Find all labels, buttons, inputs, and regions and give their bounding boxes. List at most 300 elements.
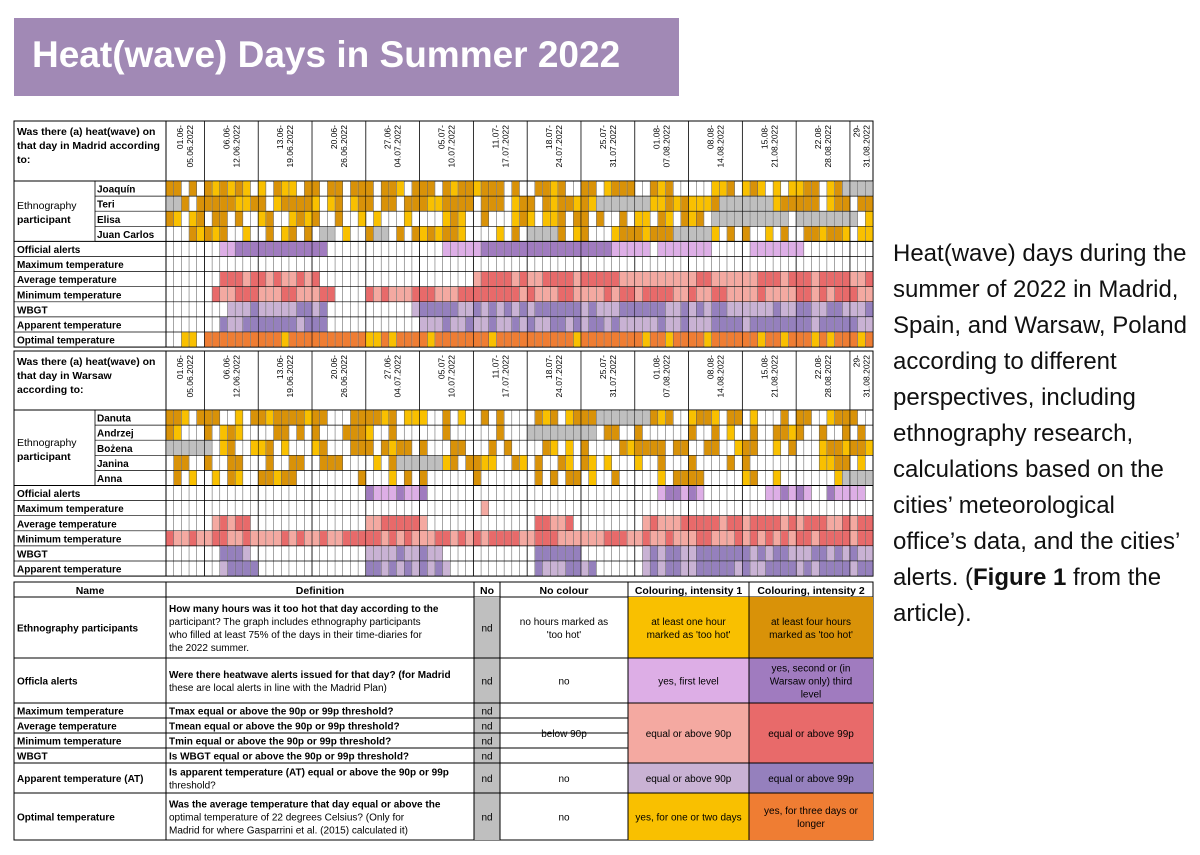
day-cell xyxy=(635,302,642,317)
day-cell xyxy=(604,317,611,332)
day-cell xyxy=(527,425,534,440)
week-header-label: 27.06- xyxy=(382,355,393,380)
legend-row-name: WBGT xyxy=(17,751,48,763)
day-cell xyxy=(266,287,273,302)
day-cell xyxy=(443,410,450,425)
day-cell xyxy=(781,272,788,287)
day-cell xyxy=(843,441,850,456)
day-cell xyxy=(650,181,657,196)
day-cell xyxy=(750,531,757,546)
day-cell xyxy=(766,531,773,546)
day-cell xyxy=(612,196,619,211)
day-cell xyxy=(212,332,219,347)
day-cell xyxy=(474,471,481,486)
day-cell xyxy=(235,471,242,486)
day-cell xyxy=(735,196,742,211)
day-cell xyxy=(858,516,865,531)
caption-figure-ref: Figure 1 xyxy=(973,564,1067,591)
day-cell xyxy=(274,272,281,287)
day-cell xyxy=(635,227,642,242)
day-cell xyxy=(520,287,527,302)
day-cell xyxy=(835,317,842,332)
day-cell xyxy=(735,212,742,227)
day-cell xyxy=(750,546,757,561)
day-cell xyxy=(612,227,619,242)
day-cell xyxy=(312,425,319,440)
day-cell xyxy=(766,242,773,257)
legend-no-value: nd xyxy=(481,751,493,763)
day-cell xyxy=(789,561,796,576)
legend-header: Colouring, intensity 2 xyxy=(757,585,865,597)
day-cell xyxy=(297,242,304,257)
day-cell xyxy=(681,516,688,531)
day-cell xyxy=(566,242,573,257)
day-cell xyxy=(689,287,696,302)
day-cell xyxy=(689,456,696,471)
day-cell xyxy=(643,531,650,546)
day-cell xyxy=(796,181,803,196)
day-cell xyxy=(820,561,827,576)
day-cell xyxy=(704,332,711,347)
day-cell xyxy=(235,332,242,347)
week-header-label: 17.07.2022 xyxy=(500,355,511,398)
day-cell xyxy=(435,546,442,561)
day-cell xyxy=(643,317,650,332)
day-cell xyxy=(720,196,727,211)
day-cell xyxy=(205,425,212,440)
day-cell xyxy=(858,471,865,486)
day-cell xyxy=(366,227,373,242)
day-cell xyxy=(451,332,458,347)
day-cell xyxy=(796,546,803,561)
day-cell xyxy=(589,317,596,332)
day-cell xyxy=(481,410,488,425)
day-cell xyxy=(866,546,873,561)
week-header-label: 29- xyxy=(851,125,862,138)
day-cell xyxy=(428,546,435,561)
day-cell xyxy=(850,516,857,531)
day-cell xyxy=(389,486,396,501)
day-cell xyxy=(489,272,496,287)
legend-row-name: Minimum temperature xyxy=(17,736,122,748)
legend-colour-text: no xyxy=(558,812,570,824)
day-cell xyxy=(466,531,473,546)
day-cell xyxy=(527,332,534,347)
day-cell xyxy=(389,196,396,211)
day-cell xyxy=(535,471,542,486)
day-cell xyxy=(612,531,619,546)
day-cell xyxy=(481,212,488,227)
day-cell xyxy=(697,227,704,242)
week-header-label: 19.06.2022 xyxy=(285,125,296,168)
day-cell xyxy=(289,456,296,471)
day-cell xyxy=(535,242,542,257)
day-cell xyxy=(720,561,727,576)
day-cell xyxy=(843,516,850,531)
day-cell xyxy=(535,516,542,531)
day-cell xyxy=(727,181,734,196)
day-cell xyxy=(658,516,665,531)
madrid-participant-label: Elisa xyxy=(97,214,121,226)
day-cell xyxy=(558,272,565,287)
legend-definition: Madrid for where Gasparrini et al. (2015) calculated it) xyxy=(169,825,408,837)
day-cell xyxy=(827,410,834,425)
day-cell xyxy=(435,561,442,576)
legend-definition: the 2022 summer. xyxy=(169,643,250,654)
day-cell xyxy=(351,441,358,456)
day-cell xyxy=(389,410,396,425)
day-cell xyxy=(274,196,281,211)
day-cell xyxy=(405,212,412,227)
day-cell xyxy=(251,531,258,546)
legend-colour-text: 'too hot' xyxy=(546,630,582,641)
legend-definition: Tmax equal or above the 90p or 99p threshold? xyxy=(169,706,394,718)
day-cell xyxy=(735,410,742,425)
day-cell xyxy=(166,425,173,440)
day-cell xyxy=(320,302,327,317)
day-cell xyxy=(320,332,327,347)
day-cell xyxy=(689,410,696,425)
day-cell xyxy=(274,287,281,302)
day-cell xyxy=(381,181,388,196)
day-cell xyxy=(220,272,227,287)
day-cell xyxy=(827,181,834,196)
day-cell xyxy=(235,302,242,317)
day-cell xyxy=(704,317,711,332)
day-cell xyxy=(405,196,412,211)
day-cell xyxy=(212,531,219,546)
day-cell xyxy=(666,272,673,287)
day-cell xyxy=(827,561,834,576)
day-cell xyxy=(428,287,435,302)
day-cell xyxy=(189,181,196,196)
day-cell xyxy=(443,531,450,546)
day-cell xyxy=(197,212,204,227)
warsaw-participant-label: Janina xyxy=(97,458,129,470)
day-cell xyxy=(428,531,435,546)
day-cell xyxy=(305,302,312,317)
day-cell xyxy=(620,302,627,317)
day-cell xyxy=(174,181,181,196)
day-cell xyxy=(220,317,227,332)
day-cell xyxy=(543,227,550,242)
day-cell xyxy=(458,441,465,456)
week-header-label: 01.08- xyxy=(651,355,662,380)
day-cell xyxy=(520,302,527,317)
day-cell xyxy=(289,242,296,257)
day-cell xyxy=(789,317,796,332)
day-cell xyxy=(466,242,473,257)
legend-definition: these are local alerts in line with the Madrid Plan) xyxy=(169,683,387,694)
day-cell xyxy=(282,410,289,425)
day-cell xyxy=(796,425,803,440)
day-cell xyxy=(389,441,396,456)
day-cell xyxy=(489,242,496,257)
day-cell xyxy=(627,272,634,287)
day-cell xyxy=(474,332,481,347)
day-cell xyxy=(835,531,842,546)
day-cell xyxy=(243,332,250,347)
day-cell xyxy=(789,181,796,196)
day-cell xyxy=(589,181,596,196)
day-cell xyxy=(574,287,581,302)
day-cell xyxy=(750,516,757,531)
day-cell xyxy=(374,227,381,242)
day-cell xyxy=(773,546,780,561)
day-cell xyxy=(282,242,289,257)
day-cell xyxy=(766,302,773,317)
day-cell xyxy=(266,332,273,347)
day-cell xyxy=(443,181,450,196)
legend-definition: optimal temperature of 22 degrees Celsius? (Only for xyxy=(169,812,405,824)
day-cell xyxy=(658,546,665,561)
day-cell xyxy=(512,227,519,242)
day-cell xyxy=(766,227,773,242)
day-cell xyxy=(489,302,496,317)
day-cell xyxy=(259,441,266,456)
day-cell xyxy=(735,272,742,287)
day-cell xyxy=(243,516,250,531)
day-cell xyxy=(189,441,196,456)
day-cell xyxy=(666,212,673,227)
day-cell xyxy=(743,196,750,211)
day-cell xyxy=(712,410,719,425)
day-cell xyxy=(297,272,304,287)
legend-colour-text: no hours marked as xyxy=(519,617,609,628)
day-cell xyxy=(535,546,542,561)
day-cell xyxy=(712,531,719,546)
day-cell xyxy=(727,561,734,576)
day-cell xyxy=(635,456,642,471)
day-cell xyxy=(366,441,373,456)
day-cell xyxy=(289,410,296,425)
day-cell xyxy=(620,317,627,332)
day-cell xyxy=(474,287,481,302)
legend-row-name: Apparent temperature (AT) xyxy=(17,774,144,785)
day-cell xyxy=(620,227,627,242)
day-cell xyxy=(827,456,834,471)
day-cell xyxy=(666,332,673,347)
day-cell xyxy=(589,196,596,211)
day-cell xyxy=(197,410,204,425)
day-cell xyxy=(543,242,550,257)
day-cell xyxy=(589,410,596,425)
day-cell xyxy=(566,441,573,456)
day-cell xyxy=(274,181,281,196)
day-cell xyxy=(420,332,427,347)
day-cell xyxy=(712,441,719,456)
day-cell xyxy=(750,410,757,425)
day-cell xyxy=(681,196,688,211)
day-cell xyxy=(527,531,534,546)
day-cell xyxy=(773,181,780,196)
day-cell xyxy=(574,410,581,425)
day-cell xyxy=(435,456,442,471)
day-cell xyxy=(366,516,373,531)
day-cell xyxy=(282,471,289,486)
day-cell xyxy=(312,181,319,196)
day-cell xyxy=(812,302,819,317)
day-cell xyxy=(174,410,181,425)
day-cell xyxy=(681,227,688,242)
day-cell xyxy=(412,561,419,576)
day-cell xyxy=(420,302,427,317)
day-cell xyxy=(727,546,734,561)
madrid-group-label: Ethnography xyxy=(17,200,77,213)
day-cell xyxy=(512,531,519,546)
day-cell xyxy=(259,302,266,317)
legend-colour-text: yes, for one or two days xyxy=(635,812,742,824)
day-cell xyxy=(389,561,396,576)
day-cell xyxy=(796,196,803,211)
week-header-label: 20.06- xyxy=(328,125,339,150)
day-cell xyxy=(835,516,842,531)
day-cell xyxy=(389,332,396,347)
day-cell xyxy=(228,531,235,546)
day-cell xyxy=(666,242,673,257)
day-cell xyxy=(443,456,450,471)
day-cell xyxy=(697,196,704,211)
day-cell xyxy=(266,317,273,332)
day-cell xyxy=(681,531,688,546)
day-cell xyxy=(612,181,619,196)
day-cell xyxy=(504,287,511,302)
day-cell xyxy=(804,287,811,302)
day-cell xyxy=(266,272,273,287)
week-header-label: 06.06- xyxy=(221,355,232,380)
day-cell xyxy=(235,242,242,257)
day-cell xyxy=(589,287,596,302)
day-cell xyxy=(189,227,196,242)
day-cell xyxy=(758,181,765,196)
day-cell xyxy=(843,317,850,332)
day-cell xyxy=(750,317,757,332)
day-cell xyxy=(166,410,173,425)
day-cell xyxy=(235,531,242,546)
day-cell xyxy=(820,287,827,302)
day-cell xyxy=(835,471,842,486)
day-cell xyxy=(566,561,573,576)
day-cell xyxy=(658,332,665,347)
week-header-label: 17.07.2022 xyxy=(500,125,511,168)
day-cell xyxy=(574,227,581,242)
day-cell xyxy=(574,196,581,211)
day-cell xyxy=(574,561,581,576)
day-cell xyxy=(551,546,558,561)
day-cell xyxy=(282,441,289,456)
day-cell xyxy=(750,242,757,257)
day-cell xyxy=(504,242,511,257)
day-cell xyxy=(850,272,857,287)
day-cell xyxy=(412,332,419,347)
day-cell xyxy=(658,302,665,317)
madrid-participant-label: Teri xyxy=(97,199,115,211)
day-cell xyxy=(681,546,688,561)
day-cell xyxy=(812,561,819,576)
day-cell xyxy=(612,287,619,302)
day-cell xyxy=(604,242,611,257)
week-header-label: 05.06.2022 xyxy=(185,125,196,168)
madrid-row-label: Average temperature xyxy=(17,275,117,287)
week-header-label: 13.06- xyxy=(275,355,286,380)
day-cell xyxy=(289,272,296,287)
day-cell xyxy=(428,196,435,211)
day-cell xyxy=(497,242,504,257)
day-cell xyxy=(366,410,373,425)
legend-definition: threshold? xyxy=(169,780,216,792)
week-header-label: 07.08.2022 xyxy=(661,125,672,168)
day-cell xyxy=(174,531,181,546)
day-cell xyxy=(358,441,365,456)
day-cell xyxy=(543,212,550,227)
day-cell xyxy=(650,546,657,561)
day-cell xyxy=(712,317,719,332)
day-cell xyxy=(205,531,212,546)
day-cell xyxy=(212,227,219,242)
day-cell xyxy=(451,196,458,211)
day-cell xyxy=(750,287,757,302)
day-cell xyxy=(497,272,504,287)
day-cell xyxy=(551,425,558,440)
day-cell xyxy=(658,471,665,486)
day-cell xyxy=(243,546,250,561)
day-cell xyxy=(658,242,665,257)
day-cell xyxy=(727,287,734,302)
day-cell xyxy=(266,212,273,227)
day-cell xyxy=(581,287,588,302)
day-cell xyxy=(812,212,819,227)
day-cell xyxy=(405,287,412,302)
day-cell xyxy=(658,317,665,332)
day-cell xyxy=(866,531,873,546)
day-cell xyxy=(743,181,750,196)
day-cell xyxy=(697,531,704,546)
day-cell xyxy=(289,332,296,347)
day-cell xyxy=(397,486,404,501)
day-cell xyxy=(666,531,673,546)
day-cell xyxy=(389,471,396,486)
week-header-label: 31.08.2022 xyxy=(861,355,872,398)
day-cell xyxy=(812,332,819,347)
day-cell xyxy=(597,196,604,211)
day-cell xyxy=(220,287,227,302)
day-cell xyxy=(435,317,442,332)
week-header-label: 07.08.2022 xyxy=(661,355,672,398)
day-cell xyxy=(474,242,481,257)
day-cell xyxy=(428,332,435,347)
day-cell xyxy=(405,546,412,561)
week-header-label: 10.07.2022 xyxy=(446,355,457,398)
day-cell xyxy=(251,317,258,332)
legend-colour-text: equal or above 90p xyxy=(645,729,732,740)
day-cell xyxy=(228,242,235,257)
day-cell xyxy=(558,212,565,227)
day-cell xyxy=(697,242,704,257)
day-cell xyxy=(720,531,727,546)
day-cell xyxy=(405,531,412,546)
day-cell xyxy=(297,456,304,471)
week-header-label: 10.07.2022 xyxy=(446,125,457,168)
legend-colour-text: yes, for three days or xyxy=(764,806,858,817)
day-cell xyxy=(466,287,473,302)
day-cell xyxy=(689,272,696,287)
day-cell xyxy=(551,196,558,211)
day-cell xyxy=(228,302,235,317)
day-cell xyxy=(358,212,365,227)
day-cell xyxy=(743,531,750,546)
day-cell xyxy=(720,546,727,561)
day-cell xyxy=(835,227,842,242)
